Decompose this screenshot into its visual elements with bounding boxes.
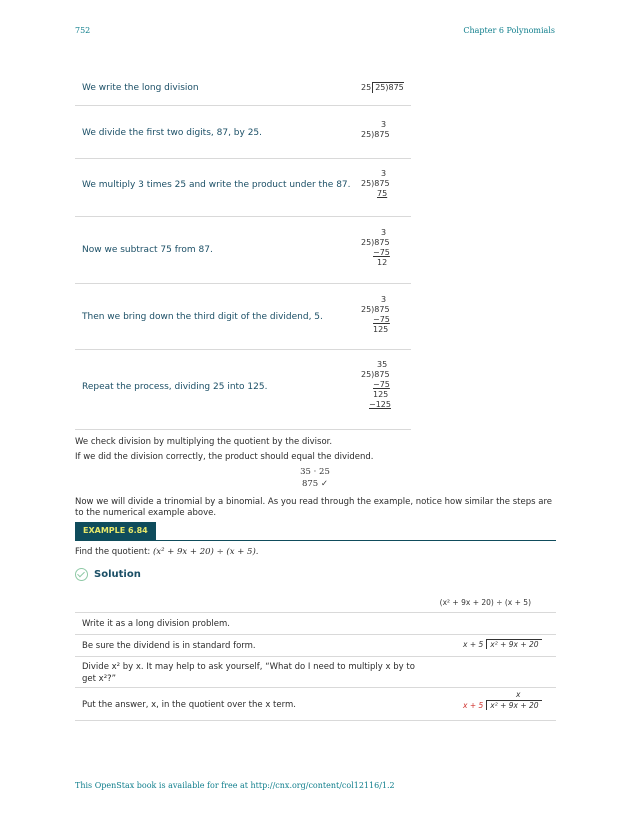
long-division [361, 120, 390, 140]
step-text: Divide x² by x. It may help to ask yourself, “What do I need to multiply x by to get x²?” [82, 662, 415, 684]
check-eq-line2: 875 ✓ [301, 479, 329, 489]
divisor: x + 5 [463, 640, 484, 649]
quotient: 3 [381, 169, 387, 178]
step-text: Be sure the dividend is in standard form. [82, 641, 256, 651]
step-row [75, 688, 556, 721]
example-tag: EXAMPLE 6.84 [75, 522, 156, 540]
step-text: We divide the first two digits, 87, by 25. [82, 128, 263, 138]
solution-header [75, 568, 141, 581]
quotient: 35 [377, 360, 388, 369]
long-division [361, 82, 404, 92]
brought-down: 125 [373, 390, 389, 399]
long-division [361, 228, 390, 268]
product: 75 [377, 189, 388, 198]
solution-label: Solution [94, 569, 141, 580]
find-label: Find the quotient: [75, 547, 151, 557]
step-text: Then we bring down the third digit of the dividend, 5. [82, 312, 323, 322]
step-row [75, 613, 556, 635]
chapter-title: Chapter 6 Polynomials [463, 26, 555, 35]
page-number: 752 [75, 26, 91, 35]
division-line: 25)875 [361, 179, 390, 188]
dividend: x² + 9x + 20 [486, 700, 541, 710]
subtraction: −75 [373, 248, 390, 257]
division-line: 25)875 [361, 238, 390, 247]
quotient: 3 [381, 295, 387, 304]
step-row [75, 284, 411, 350]
quotient: 3 [381, 120, 387, 129]
subtraction: −125 [369, 400, 391, 409]
long-division [361, 360, 391, 410]
division-line: 25)875 [361, 130, 390, 139]
dividend: x² + 9x + 20 [486, 639, 541, 649]
step-text: Repeat the process, dividing 25 into 125. [82, 382, 268, 392]
remainder: 12 [377, 258, 388, 267]
division-line: 25)875 [361, 305, 390, 314]
quotient: x [516, 690, 521, 699]
problem-expression: (x² + 9x + 20) ÷ (x + 5) [439, 598, 531, 607]
step-row [75, 217, 411, 284]
divisor: 25 [361, 83, 372, 92]
footer: This OpenStax book is available for free at http://cnx.org/content/col12116/1.2 [75, 781, 395, 790]
step-row [75, 635, 556, 657]
subtraction: −75 [373, 380, 390, 389]
step-row [75, 657, 556, 688]
long-division [361, 169, 390, 199]
example-steps [75, 594, 556, 721]
step-text: We multiply 3 times 25 and write the product under the 87. [82, 180, 351, 190]
subtraction: −75 [373, 315, 390, 324]
check-paragraph: We check division by multiplying the quotient by the divisor. [75, 437, 333, 447]
step-text: Now we subtract 75 from 87. [82, 245, 213, 255]
example-bar [75, 522, 556, 541]
step-row [75, 159, 411, 217]
long-division [463, 701, 542, 710]
long-division [463, 640, 542, 649]
check-circle-icon [75, 568, 88, 581]
check-eq-line1: 35 · 25 [300, 467, 330, 477]
find-quotient [75, 547, 258, 557]
dividend: 25)875 [372, 82, 404, 93]
step-text: We write the long division [82, 83, 199, 93]
long-division [361, 295, 390, 335]
find-expression: (x² + 9x + 20) ÷ (x + 5). [152, 547, 259, 557]
correct-paragraph: If we did the division correctly, the product should equal the dividend. [75, 452, 374, 462]
quotient: 3 [381, 228, 387, 237]
step-text: Put the answer, x, in the quotient over the x term. [82, 700, 296, 710]
brought-down: 125 [373, 325, 389, 334]
long-division-steps [75, 72, 411, 430]
step-row [75, 106, 411, 159]
divisor: x + 5 [463, 701, 484, 710]
step-row [75, 350, 411, 430]
step-row [75, 594, 556, 613]
trinomial-paragraph: Now we will divide a trinomial by a binomial. As you read through the example, notice how similar the steps are to the numerical example above. [75, 497, 553, 518]
step-text: Write it as a long division problem. [82, 619, 230, 629]
division-line: 25)875 [361, 370, 390, 379]
step-row [75, 72, 411, 106]
